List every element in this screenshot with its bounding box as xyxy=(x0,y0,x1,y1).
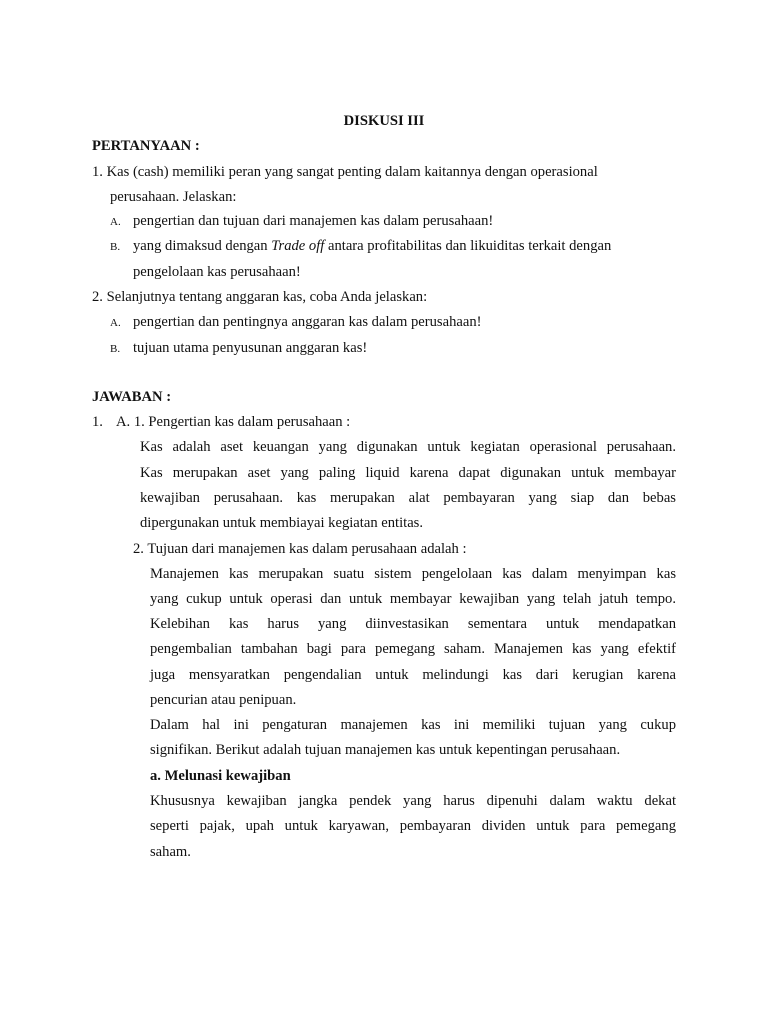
question-1a-text: pengertian dan tujuan dari manajemen kas dalam perusahaan! xyxy=(133,213,494,229)
paragraph-line: Khususnya kewajiban jangka pendek yang harus dipenuhi dalam waktu dekat xyxy=(150,793,676,809)
paragraph-line: Kas adalah aset keuangan yang digunakan untuk kegiatan operasional perusahaan. xyxy=(140,439,676,455)
paragraph-line: kewajiban perusahaan. kas merupakan alat pembayaran yang siap dan bebas xyxy=(140,490,676,506)
question-1b-post: antara profitabilitas dan likuiditas terkait dengan xyxy=(324,238,612,254)
answer-1-number: 1. xyxy=(92,414,103,430)
paragraph-line: Kas merupakan aset yang paling liquid karena dapat digunakan untuk membayar xyxy=(140,465,676,481)
question-2a-letter: A. xyxy=(110,317,121,329)
question-1-line-1: 1. Kas (cash) memiliki peran yang sangat penting dalam kaitannya dengan operasional xyxy=(92,164,598,180)
paragraph-line: juga mensyaratkan pengendalian untuk melindungi kas dari kerugian karena xyxy=(150,667,676,683)
question-1b-text xyxy=(133,237,611,255)
question-1a-letter: A. xyxy=(110,216,121,228)
question-1b-pre: yang dimaksud dengan xyxy=(133,238,272,254)
paragraph-line: saham. xyxy=(150,844,191,860)
paragraph-line: pengembalian tambahan bagi para pemegang saham. Manajemen kas yang efektif xyxy=(150,641,676,657)
paragraph-line: signifikan. Berikut adalah tujuan manajemen kas untuk kepentingan perusahaan. xyxy=(150,742,621,758)
question-2-line-1: 2. Selanjutnya tentang anggaran kas, coba Anda jelaskan: xyxy=(92,289,428,305)
question-2a-text: pengertian dan pentingnya anggaran kas dalam perusahaan! xyxy=(133,314,482,330)
paragraph-line: yang cukup untuk operasi dan untuk membayar kewajiban yang telah jatuh tempo. xyxy=(150,591,676,607)
question-1b-emphasis: Trade off xyxy=(271,238,325,254)
question-1b-line-2: pengelolaan kas perusahaan! xyxy=(133,264,301,280)
paragraph-line: pencurian atau penipuan. xyxy=(150,692,297,708)
paragraph-line: seperti pajak, upah untuk karyawan, pembayaran dividen untuk para pemegang xyxy=(150,818,676,834)
question-2b-letter: B. xyxy=(110,343,121,355)
answer-2-heading: 2. Tujuan dari manajemen kas dalam perusahaan adalah : xyxy=(133,541,467,557)
paragraph-line: Dalam hal ini pengaturan manajemen kas ini memiliki tujuan yang cukup xyxy=(150,717,676,733)
paragraph-line: dipergunakan untuk membiayai kegiatan entitas. xyxy=(140,515,424,531)
paragraph-line: Manajemen kas merupakan suatu sistem pengelolaan kas dalam menyimpan kas xyxy=(150,566,676,582)
question-1b-letter: B. xyxy=(110,241,121,253)
answers-heading: JAWABAN : xyxy=(92,389,172,405)
questions-heading: PERTANYAAN : xyxy=(92,138,200,154)
question-2b-text: tujuan utama penyusunan anggaran kas! xyxy=(133,340,368,356)
question-1-line-2: perusahaan. Jelaskan: xyxy=(110,189,237,205)
subheading-a: a. Melunasi kewajiban xyxy=(150,768,291,784)
document-title: DISKUSI III xyxy=(343,113,425,129)
answer-1a-heading: A. 1. Pengertian kas dalam perusahaan : xyxy=(116,414,351,430)
paragraph-line: Kelebihan kas harus yang diinvestasikan sementara untuk mendapatkan xyxy=(150,616,676,632)
